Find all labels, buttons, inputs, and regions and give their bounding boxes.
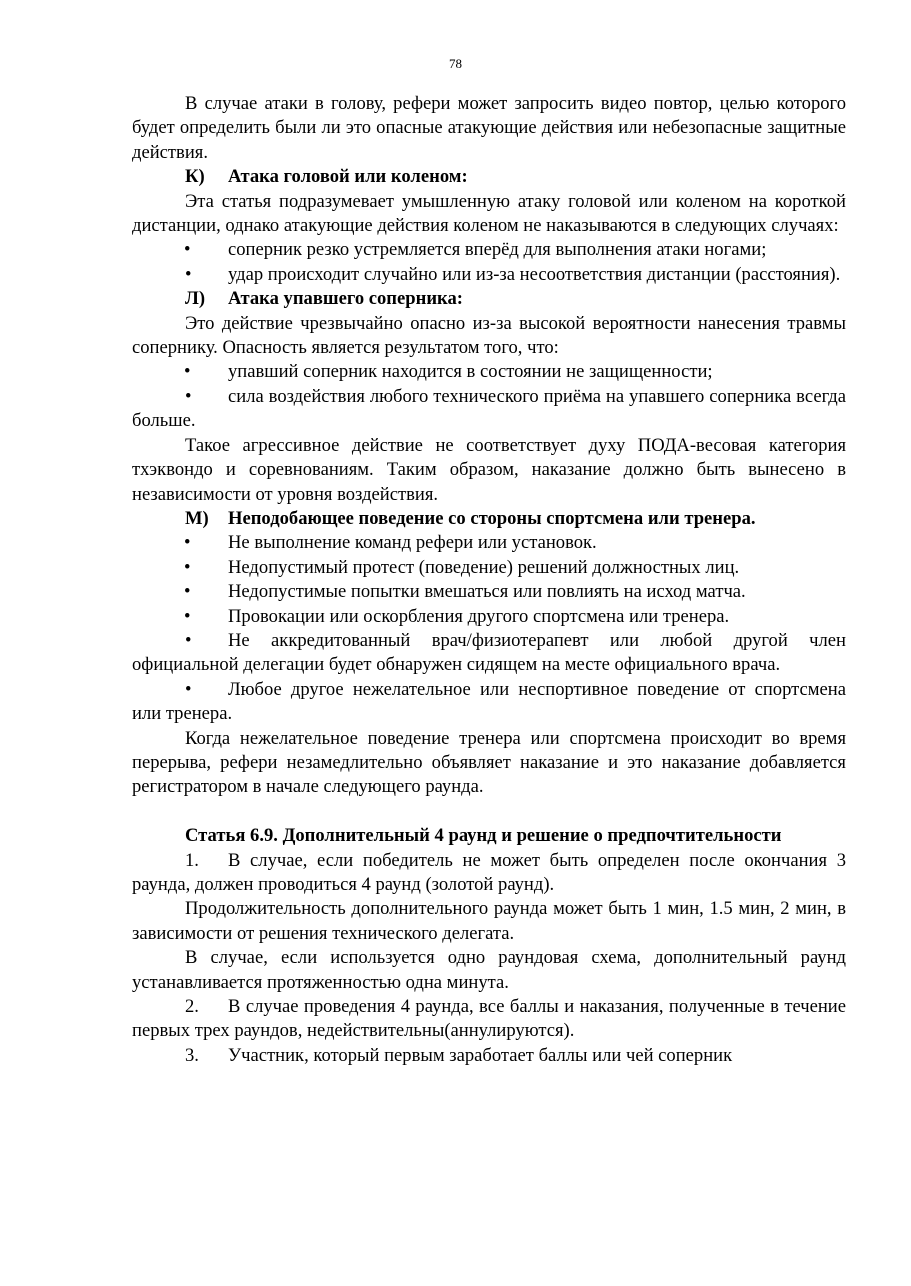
numbered-item [132,995,846,1044]
item-number: 1. [185,849,199,871]
item-text: Участник, который первым заработает баллы или чей соперник [228,1044,733,1066]
bullet-text: Не аккредитованный врач/физиотерапевт или любой другой член официальной делегации будет обнаружен сидящем на месте официального врача. [132,629,846,676]
item-text: В случае проведения 4 раунда, все баллы и наказания, полученные в течение первых трех раундов, недействительны(аннулируются). [132,996,846,1042]
bullet-icon: • [185,629,192,651]
bullet-item [132,580,846,604]
section-marker-k: К) [185,166,205,188]
bullet-item [132,605,846,629]
numbered-item [132,849,846,898]
section-marker-l: Л) [185,288,206,310]
section-intro-l: Это действие чрезвычайно опасно из-за высокой вероятности нанесения травмы сопернику. Опасность является результатом того, что: [132,312,846,359]
bullet-icon: • [184,556,191,578]
bullet-item [132,385,846,434]
section-heading-m [132,507,846,531]
paragraph-head-attack: В случае атаки в голову, рефери может запросить видео повтор, целью которого будет определить были ли это опасные атакующие действия или небезопасные защитные действия. [132,93,846,163]
bullet-text: сила воздействия любого технического приёма на упавшего соперника всегда больше. [132,385,846,432]
bullet-icon: • [184,581,191,603]
section-heading-k [132,165,846,189]
item-text: В случае, если победитель не может быть определен после окончания 3 раунда, должен проводиться 4 раунд (золотой раунд). [132,849,846,895]
bullet-text: соперник резко устремляется вперёд для выполнения атаки ногами; [228,239,767,261]
page-body [132,92,846,1068]
section-after-m: Когда нежелательное поведение тренера или спортсмена происходит во время перерыва, рефери незамедлительно объявляет наказание и это наказание добавляется регистратором в начале следующего раунда. [132,727,846,798]
bullet-icon: • [184,532,191,554]
article-paragraph: Продолжительность дополнительного раунда может быть 1 мин, 1.5 мин, 2 мин, в зависимости от решения технического делегата. [132,898,846,944]
bullet-text: Любое другое нежелательное или неспортивное поведение от спортсмена или тренера. [132,678,846,725]
bullet-item [132,556,846,580]
bullet-text: Недопустимый протест (поведение) решений должностных лиц. [228,556,740,578]
bullet-text: Провокации или оскорбления другого спортсмена или тренера. [228,605,730,627]
bullet-item [132,531,846,555]
section-heading-l [132,287,846,311]
bullet-icon: • [185,678,192,700]
bullet-icon: • [185,385,192,407]
bullet-icon: • [184,239,191,261]
section-title-k: Атака головой или коленом: [228,166,468,188]
bullet-item [132,263,846,287]
bullet-text: удар происходит случайно или из-за несоответствия дистанции (расстояния). [228,263,841,285]
bullet-icon: • [184,361,191,383]
page-number: 78 [449,56,462,71]
bullet-icon: • [185,263,192,285]
bullet-text: упавший соперник находится в состоянии не защищенности; [228,361,713,383]
section-after-l: Такое агрессивное действие не соответствует духу ПОДА-весовая категория тхэквондо и соревнованиям. Таким образом, наказание должно быть вынесено в независимости от уровня воздействия. [132,434,846,505]
bullet-item [132,238,846,262]
item-number: 3. [185,1044,199,1066]
article-paragraph: В случае, если используется одно раундовая схема, дополнительный раунд устанавливается протяженностью одна минута. [132,947,846,993]
item-number: 2. [185,996,199,1018]
section-intro-k: Эта статья подразумевает умышленную атаку головой или коленом на короткой дистанции, однако атакующие действия коленом не наказываются в следующих случаях: [132,190,846,237]
bullet-item [132,360,846,384]
bullet-icon: • [184,605,191,627]
bullet-item [132,629,846,678]
bullet-text: Не выполнение команд рефери или установок. [228,532,597,554]
section-marker-m: М) [185,507,209,529]
article-heading: Статья 6.9. Дополнительный 4 раунд и решение о предпочтительности [185,825,782,847]
section-title-l: Атака упавшего соперника: [228,288,463,310]
bullet-item [132,678,846,727]
bullet-text: Недопустимые попытки вмешаться или повлиять на исход матча. [228,581,746,603]
numbered-item [132,1044,846,1068]
section-title-m: Неподобающее поведение со стороны спортсмена или тренера. [228,507,756,529]
